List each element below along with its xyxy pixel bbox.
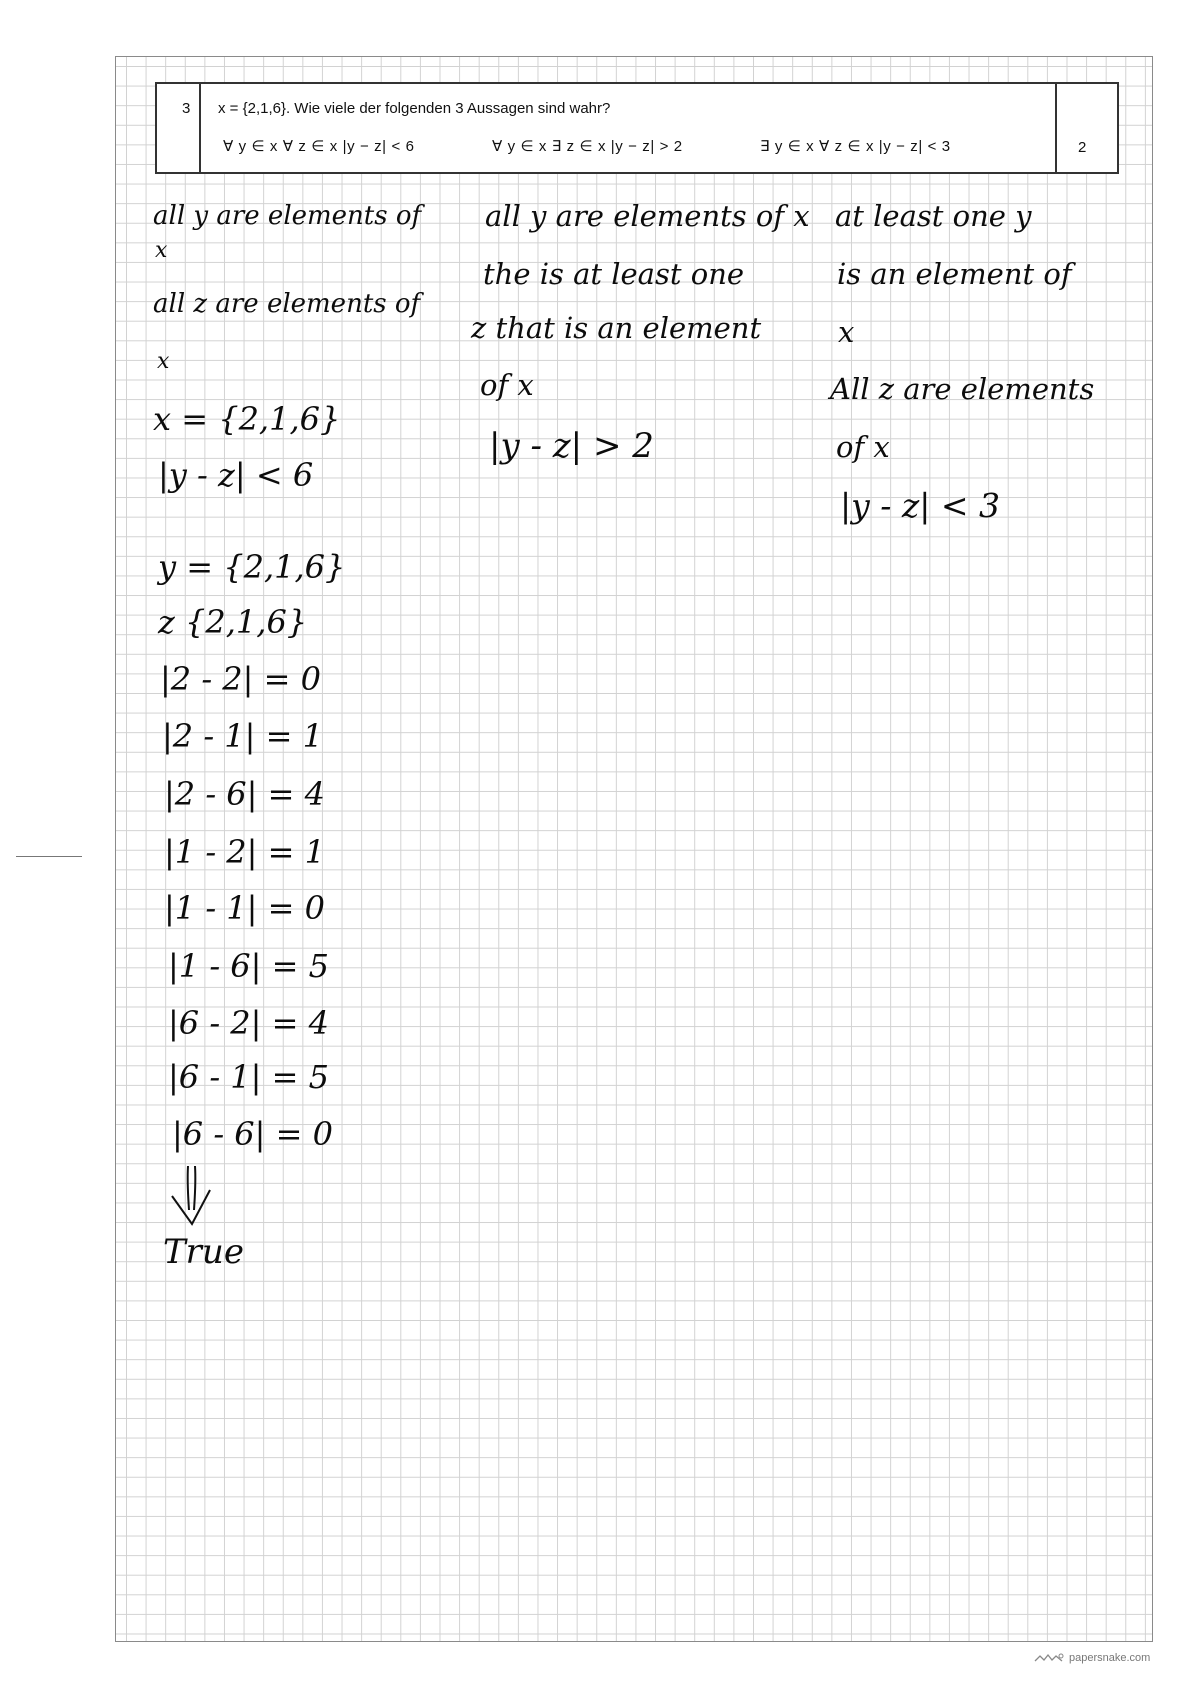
- hw-line: |2 - 6| = 4: [164, 775, 325, 813]
- statement-3: ∃ y ∈ x ∀ z ∈ x |y − z| < 3: [760, 138, 951, 155]
- hw-line: x: [838, 315, 855, 349]
- papersnake-logo-icon: [1034, 1652, 1064, 1664]
- hw-line: all z are elements of: [153, 289, 421, 319]
- hw-line: is an element of: [837, 257, 1072, 291]
- hw-line: |1 - 6| = 5: [168, 947, 329, 985]
- hw-line: all y are elements of x: [485, 199, 810, 233]
- footer: [1034, 1652, 1150, 1664]
- hw-line: of x: [480, 368, 534, 402]
- hw-line: y = {2,1,6}: [158, 548, 346, 586]
- task-number: 3: [182, 100, 191, 117]
- task-question: x = {2,1,6}. Wie viele der folgenden 3 Aussagen sind wahr?: [218, 100, 611, 117]
- down-arrow-icon: [168, 1162, 218, 1228]
- footer-brand[interactable]: papersnake.com: [1069, 1652, 1151, 1664]
- task-box-right-border: [1117, 82, 1119, 174]
- task-header-box: [155, 82, 1119, 174]
- hw-line: x = {2,1,6}: [153, 400, 341, 438]
- hw-line: the is at least one: [483, 257, 745, 291]
- hw-line: |y - z| < 3: [840, 486, 1001, 525]
- hw-line: |2 - 1| = 1: [162, 717, 323, 755]
- hw-line: |y - z| > 2: [489, 426, 654, 466]
- hw-line: |1 - 1| = 0: [164, 889, 325, 927]
- hw-line: |y - z| < 6: [158, 456, 314, 494]
- margin-mark: [16, 856, 82, 857]
- hw-line: |6 - 1| = 5: [168, 1058, 329, 1096]
- points-divider: [1055, 82, 1057, 174]
- hw-line: |1 - 2| = 1: [164, 833, 325, 871]
- statement-2: ∀ y ∈ x ∃ z ∈ x |y − z| > 2: [492, 138, 683, 155]
- hw-conclusion: True: [163, 1232, 244, 1272]
- hw-line: z that is an element: [471, 311, 762, 345]
- hw-line: |6 - 6| = 0: [172, 1115, 333, 1153]
- task-number-divider: [199, 82, 201, 174]
- hw-line: |6 - 2| = 4: [168, 1004, 329, 1042]
- hw-line: at least one y: [835, 199, 1032, 233]
- hw-line: All z are elements: [830, 372, 1095, 406]
- hw-line: |2 - 2| = 0: [160, 660, 321, 698]
- task-box-left-border: [155, 82, 157, 174]
- hw-line: z {2,1,6}: [158, 603, 308, 641]
- task-points: 2: [1078, 139, 1087, 156]
- statement-1: ∀ y ∈ x ∀ z ∈ x |y − z| < 6: [223, 138, 415, 155]
- hw-line: all y are elements of: [153, 201, 422, 231]
- hw-line: x: [157, 349, 170, 374]
- hw-line: of x: [836, 430, 890, 464]
- hw-line: x: [155, 238, 168, 263]
